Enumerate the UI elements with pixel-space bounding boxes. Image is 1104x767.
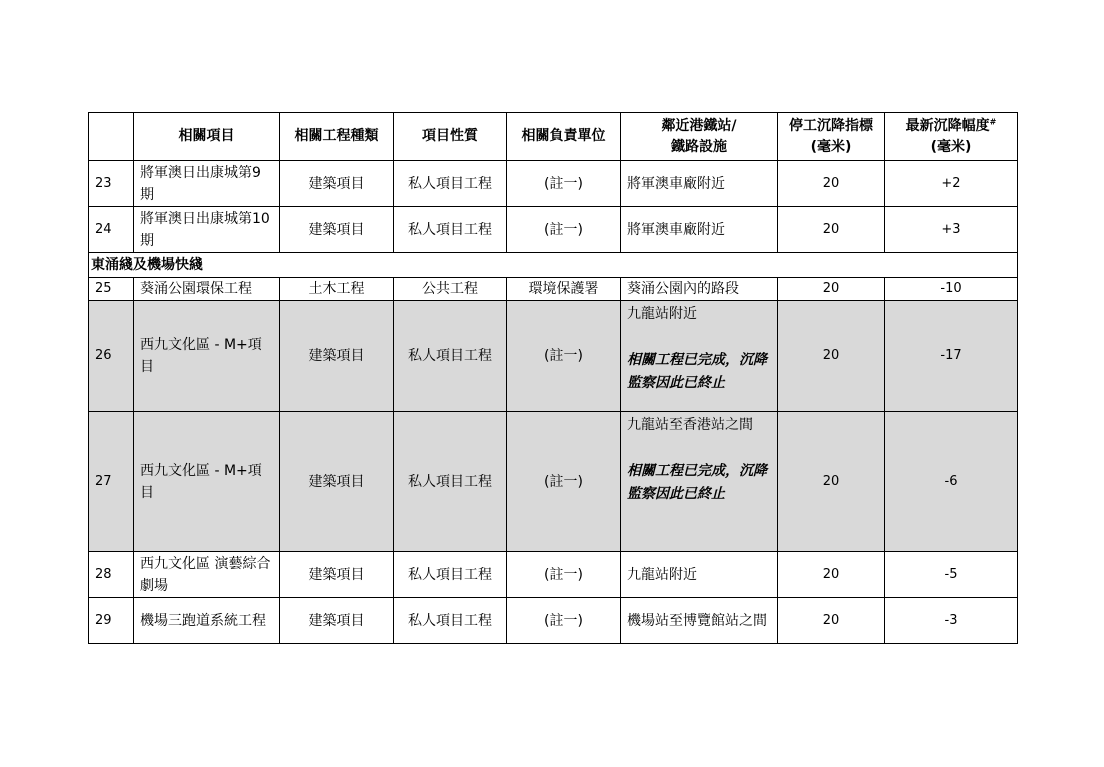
row-completion-note: 相關工程已完成，沉降監察因此已終止 <box>627 463 767 502</box>
row-number: 26 <box>89 301 134 412</box>
row-station: 九龍站附近 <box>621 552 778 598</box>
header-row <box>89 113 1018 161</box>
table-row <box>89 301 1018 412</box>
row-project: 葵涌公園環保工程 <box>134 278 280 301</box>
row-project: 將軍澳日出康城第9期 <box>134 161 280 207</box>
row-latest: -5 <box>885 552 1018 598</box>
row-responsible-unit: (註一) <box>507 552 621 598</box>
table-row <box>89 598 1018 644</box>
row-latest: -17 <box>885 301 1018 412</box>
row-station: 九龍站至香港站之間 <box>627 417 753 433</box>
row-station: 將軍澳車廠附近 <box>621 207 778 253</box>
row-threshold: 20 <box>778 278 885 301</box>
row-nature: 私人項目工程 <box>394 412 507 552</box>
row-latest: +3 <box>885 207 1018 253</box>
row-work-type: 建築項目 <box>280 207 394 253</box>
header-latest <box>885 113 1018 161</box>
row-number: 23 <box>89 161 134 207</box>
header-threshold: 停工沉降指標 (毫米) <box>778 113 885 161</box>
header-latest-mark: # <box>989 116 997 126</box>
row-work-type: 建築項目 <box>280 598 394 644</box>
table-row <box>89 552 1018 598</box>
section-title: 東涌綫及機場快綫 <box>89 253 1018 278</box>
row-threshold: 20 <box>778 207 885 253</box>
header-responsible-unit: 相關負責單位 <box>507 113 621 161</box>
row-responsible-unit: (註一) <box>507 207 621 253</box>
row-number: 25 <box>89 278 134 301</box>
row-responsible-unit: (註一) <box>507 161 621 207</box>
row-station: 九龍站附近 <box>627 306 697 322</box>
row-responsible-unit: 環境保護署 <box>507 278 621 301</box>
table-row <box>89 278 1018 301</box>
row-station-cell <box>621 412 778 552</box>
row-completion-note: 相關工程已完成，沉降監察因此已終止 <box>627 352 767 391</box>
row-number: 29 <box>89 598 134 644</box>
row-latest: -10 <box>885 278 1018 301</box>
row-latest: -3 <box>885 598 1018 644</box>
row-project: 西九文化區 - M+項目 <box>134 301 280 412</box>
row-threshold: 20 <box>778 552 885 598</box>
row-work-type: 建築項目 <box>280 161 394 207</box>
row-threshold: 20 <box>778 598 885 644</box>
row-responsible-unit: (註一) <box>507 598 621 644</box>
row-threshold: 20 <box>778 161 885 207</box>
header-latest-unit: (毫米) <box>930 138 972 155</box>
settlement-table <box>88 112 1018 644</box>
row-station: 將軍澳車廠附近 <box>621 161 778 207</box>
row-project: 將軍澳日出康城第10期 <box>134 207 280 253</box>
table-row <box>89 207 1018 253</box>
row-latest: +2 <box>885 161 1018 207</box>
row-project: 西九文化區 演藝綜合劇場 <box>134 552 280 598</box>
header-latest-label: 最新沉降幅度 <box>905 117 990 134</box>
row-threshold: 20 <box>778 412 885 552</box>
row-latest: -6 <box>885 412 1018 552</box>
row-work-type: 建築項目 <box>280 552 394 598</box>
row-nature: 私人項目工程 <box>394 161 507 207</box>
row-threshold: 20 <box>778 301 885 412</box>
row-number: 28 <box>89 552 134 598</box>
row-station: 葵涌公園內的路段 <box>621 278 778 301</box>
row-nature: 私人項目工程 <box>394 207 507 253</box>
row-number: 27 <box>89 412 134 552</box>
section-row <box>89 253 1018 278</box>
row-nature: 私人項目工程 <box>394 552 507 598</box>
row-work-type: 土木工程 <box>280 278 394 301</box>
row-number: 24 <box>89 207 134 253</box>
table-row <box>89 161 1018 207</box>
row-nature: 私人項目工程 <box>394 598 507 644</box>
header-nature: 項目性質 <box>394 113 507 161</box>
row-work-type: 建築項目 <box>280 412 394 552</box>
row-nature: 公共工程 <box>394 278 507 301</box>
row-responsible-unit: (註一) <box>507 301 621 412</box>
header-project: 相關項目 <box>134 113 280 161</box>
header-no <box>89 113 134 161</box>
row-nature: 私人項目工程 <box>394 301 507 412</box>
row-responsible-unit: (註一) <box>507 412 621 552</box>
row-station-cell <box>621 301 778 412</box>
table-row <box>89 412 1018 552</box>
row-work-type: 建築項目 <box>280 301 394 412</box>
header-station: 鄰近港鐵站/ 鐵路設施 <box>621 113 778 161</box>
row-project: 西九文化區 - M+項目 <box>134 412 280 552</box>
row-station: 機場站至博覽館站之間 <box>621 598 778 644</box>
row-project: 機場三跑道系統工程 <box>134 598 280 644</box>
header-work-type: 相關工程種類 <box>280 113 394 161</box>
